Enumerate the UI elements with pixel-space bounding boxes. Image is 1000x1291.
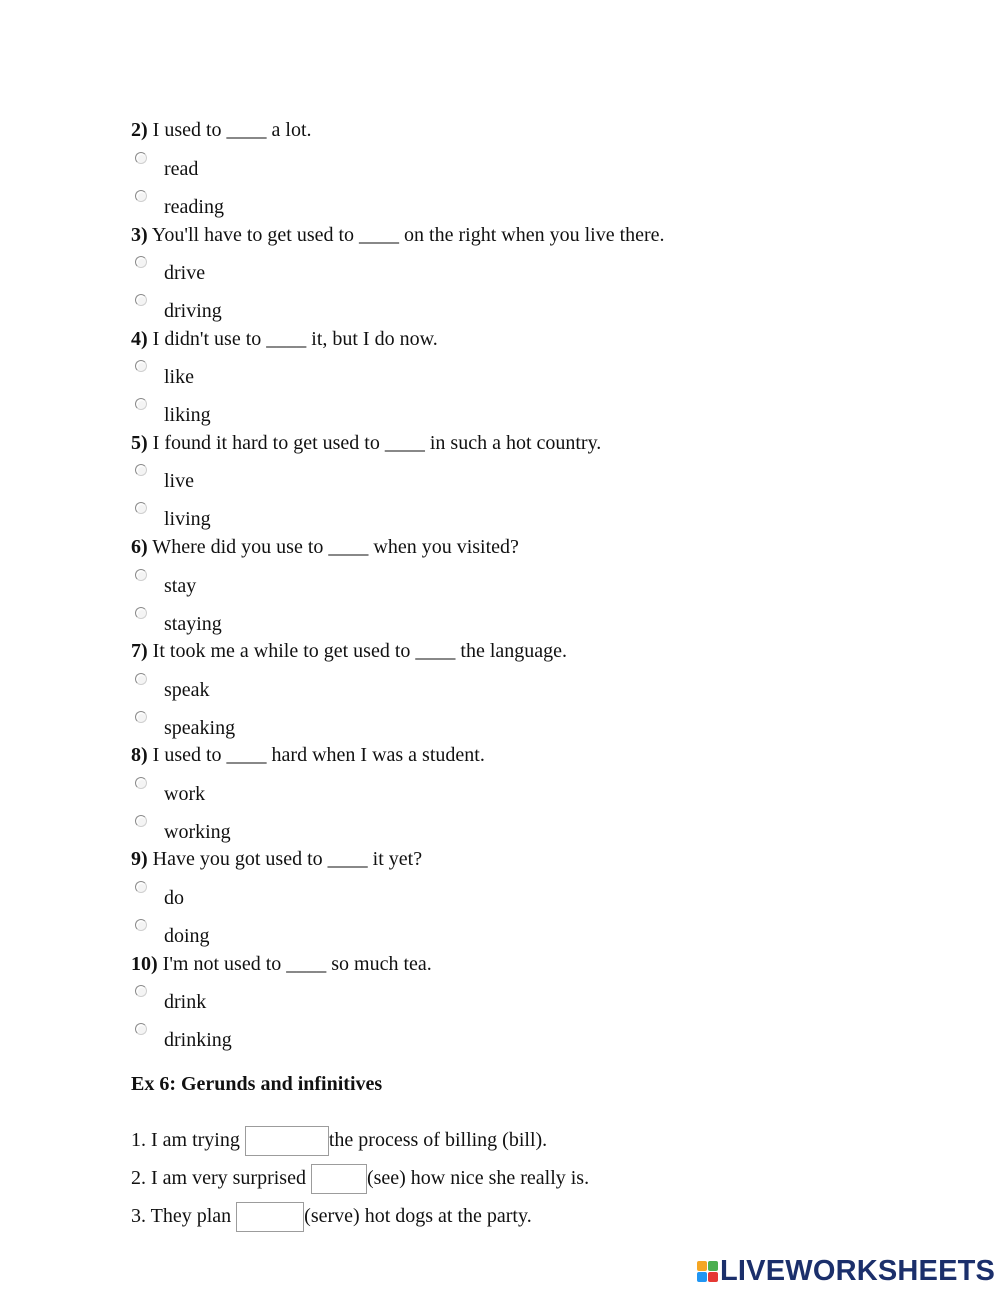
question-9 bbox=[131, 847, 422, 871]
radio-option-doing[interactable] bbox=[135, 919, 147, 931]
radio-option-drink[interactable] bbox=[135, 985, 147, 997]
liveworksheets-logo bbox=[697, 1256, 995, 1286]
question-8 bbox=[131, 743, 485, 767]
option-label-driving: driving bbox=[164, 300, 222, 322]
option-label-like: like bbox=[164, 366, 194, 388]
question-text: You'll have to get used to ____ on the right when you live there. bbox=[147, 224, 665, 246]
option-label-working: working bbox=[164, 821, 231, 843]
liveworksheets-logo-icon bbox=[697, 1261, 718, 1282]
question-text: I'm not used to ____ so much tea. bbox=[157, 953, 432, 975]
logo-text: LIVEWORKSHEETS bbox=[720, 1255, 996, 1287]
radio-option-drinking[interactable] bbox=[135, 1023, 147, 1035]
answer-input-2[interactable] bbox=[311, 1164, 367, 1194]
option-label-drinking: drinking bbox=[164, 1029, 232, 1051]
question-number: 6) bbox=[131, 536, 148, 558]
option-label-living: living bbox=[164, 508, 211, 530]
question-7 bbox=[131, 639, 567, 663]
sentence-end: (serve) hot dogs at the party. bbox=[304, 1205, 532, 1227]
exercise-6-line-3 bbox=[131, 1202, 532, 1228]
radio-option-do[interactable] bbox=[135, 881, 147, 893]
exercise-6-title: Ex 6: Gerunds and infinitives bbox=[131, 1073, 383, 1095]
sentence-start: 2. I am very surprised bbox=[131, 1167, 311, 1189]
sentence-end: the process of billing (bill). bbox=[328, 1129, 548, 1151]
question-text: It took me a while to get used to ____ the language. bbox=[147, 640, 568, 662]
question-number: 2) bbox=[131, 119, 148, 141]
radio-option-work[interactable] bbox=[135, 777, 147, 789]
radio-option-reading[interactable] bbox=[135, 190, 147, 202]
question-number: 7) bbox=[131, 640, 148, 662]
sentence-end: (see) how nice she really is. bbox=[366, 1167, 590, 1189]
option-label-drive: drive bbox=[164, 262, 206, 284]
radio-option-like[interactable] bbox=[135, 360, 147, 372]
option-label-work: work bbox=[164, 783, 206, 805]
radio-option-speaking[interactable] bbox=[135, 711, 147, 723]
question-number: 8) bbox=[131, 744, 148, 766]
option-label-staying: staying bbox=[164, 613, 222, 635]
question-text: I didn't use to ____ it, but I do now. bbox=[147, 328, 438, 350]
question-text: I found it hard to get used to ____ in such a hot country. bbox=[147, 432, 602, 454]
question-number: 9) bbox=[131, 848, 148, 870]
radio-option-staying[interactable] bbox=[135, 607, 147, 619]
logo-square bbox=[708, 1261, 718, 1271]
question-2 bbox=[131, 118, 312, 142]
sentence-start: 3. They plan bbox=[131, 1205, 237, 1227]
option-label-speak: speak bbox=[164, 679, 210, 701]
logo-square bbox=[697, 1261, 707, 1271]
radio-option-read[interactable] bbox=[135, 152, 147, 164]
question-text: Have you got used to ____ it yet? bbox=[147, 848, 423, 870]
radio-option-live[interactable] bbox=[135, 464, 147, 476]
sentence-start: 1. I am trying bbox=[131, 1129, 245, 1151]
option-label-reading: reading bbox=[164, 196, 224, 218]
logo-square bbox=[708, 1272, 718, 1282]
question-number: 4) bbox=[131, 328, 148, 350]
question-text: Where did you use to ____ when you visited? bbox=[147, 536, 519, 558]
question-text: I used to ____ a lot. bbox=[147, 119, 312, 141]
question-3 bbox=[131, 223, 665, 247]
exercise-6-line-2 bbox=[131, 1164, 589, 1190]
option-label-do: do bbox=[164, 887, 184, 909]
radio-option-working[interactable] bbox=[135, 815, 147, 827]
answer-input-1[interactable] bbox=[245, 1126, 329, 1156]
question-text: I used to ____ hard when I was a student. bbox=[147, 744, 485, 766]
radio-option-speak[interactable] bbox=[135, 673, 147, 685]
option-label-read: read bbox=[164, 158, 199, 180]
option-label-doing: doing bbox=[164, 925, 210, 947]
option-label-drink: drink bbox=[164, 991, 207, 1013]
option-label-liking: liking bbox=[164, 404, 211, 426]
radio-option-liking[interactable] bbox=[135, 398, 147, 410]
question-6 bbox=[131, 535, 519, 559]
radio-option-driving[interactable] bbox=[135, 294, 147, 306]
question-4 bbox=[131, 327, 438, 351]
question-number: 3) bbox=[131, 224, 148, 246]
question-10 bbox=[131, 952, 432, 976]
logo-square bbox=[697, 1272, 707, 1282]
radio-option-stay[interactable] bbox=[135, 569, 147, 581]
radio-option-drive[interactable] bbox=[135, 256, 147, 268]
exercise-6-line-1 bbox=[131, 1126, 547, 1152]
radio-option-living[interactable] bbox=[135, 502, 147, 514]
question-5 bbox=[131, 431, 601, 455]
question-number: 10) bbox=[131, 953, 158, 975]
option-label-speaking: speaking bbox=[164, 717, 236, 739]
option-label-live: live bbox=[164, 470, 194, 492]
answer-input-3[interactable] bbox=[236, 1202, 304, 1232]
option-label-stay: stay bbox=[164, 575, 197, 597]
question-number: 5) bbox=[131, 432, 148, 454]
